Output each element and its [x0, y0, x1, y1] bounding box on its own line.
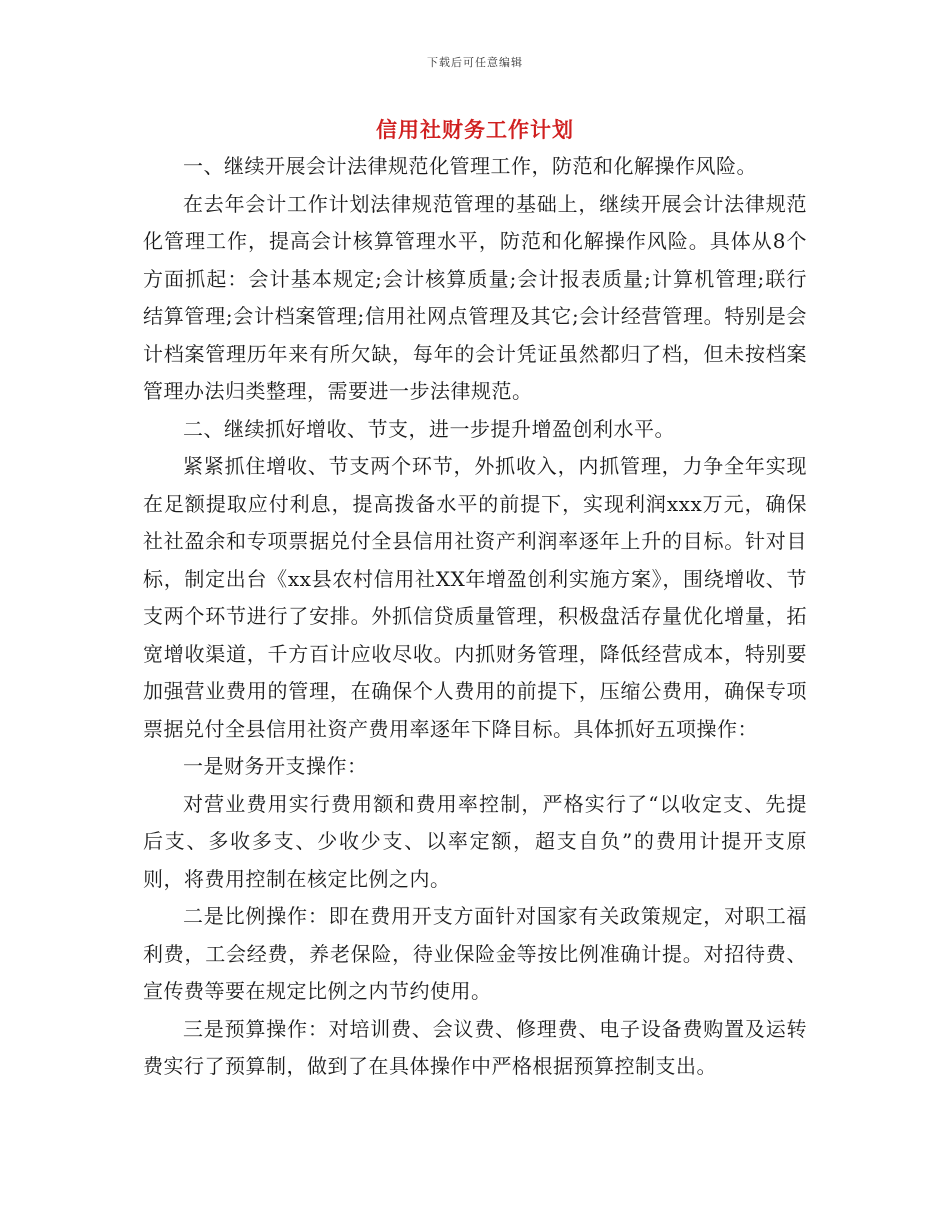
- header-note: 下载后可任意编辑: [427, 56, 523, 69]
- paragraph: 一、继续开展会计法律规范化管理工作，防范和化解操作风险。: [183, 154, 757, 178]
- paragraph: 紧紧抓住增收、节支两个环节，外抓收入，内抓管理，力争全年实现在足额提取应付利息，提高拨备水平的前提下，实现利润xxx万元，确保社社盈余和专项票据兑付全县信用社资产利润率逐年上升的目标。针对目标，制定出台《xx县农村信用社XX年增盈创利实施方案》，围绕增收、节支两个环节进行了安排。外抓信贷质量管理，积极盘活存量优化增量，拓宽增收渠道，千方百计应收尽收。内抓财务管理，降低经营成本，特别要加强营业费用的管理，在确保个人费用的前提下，压缩公费用，确保专项票据兑付全县信用社资产费用率逐年下降目标。具体抓好五项操作：: [143, 454, 807, 741]
- paragraph: 在去年会计工作计划法律规范管理的基础上，继续开展会计法律规范化管理工作，提高会计核算管理水平，防范和化解操作风险。具体从8个方面抓起：会计基本规定;会计核算质量;会计报表质量;计算机管理;联行结算管理;会计档案管理;信用社网点管理及其它;会计经营管理。特别是会计档案管理历年来有所欠缺，每年的会计凭证虽然都归了档，但未按档案管理办法归类整理，需要进一步法律规范。: [143, 191, 807, 403]
- paragraph: 二是比例操作：即在费用开支方面针对国家有关政策规定，对职工福利费，工会经费，养老保险，待业保险金等按比例准确计提。对招待费、宣传费等要在规定比例之内节约使用。: [143, 904, 807, 1003]
- paragraph: 二、继续抓好增收、节支，进一步提升增盈创利水平。: [183, 416, 675, 441]
- paragraph: 一是财务开支操作：: [183, 754, 368, 778]
- document-body: [143, 148, 807, 1086]
- paragraph: 三是预算操作：对培训费、会议费、修理费、电子设备费购置及运转费实行了预算制，做到了在具体操作中严格根据预算控制支出。: [143, 1016, 807, 1078]
- document-title: 信用社财务工作计划: [376, 117, 574, 142]
- paragraph: 对营业费用实行费用额和费用率控制，严格实行了“以收定支、先提后支、多收多支、少收少支、以率定额，超支自负”的费用计提开支原则，将费用控制在核定比例之内。: [143, 791, 807, 891]
